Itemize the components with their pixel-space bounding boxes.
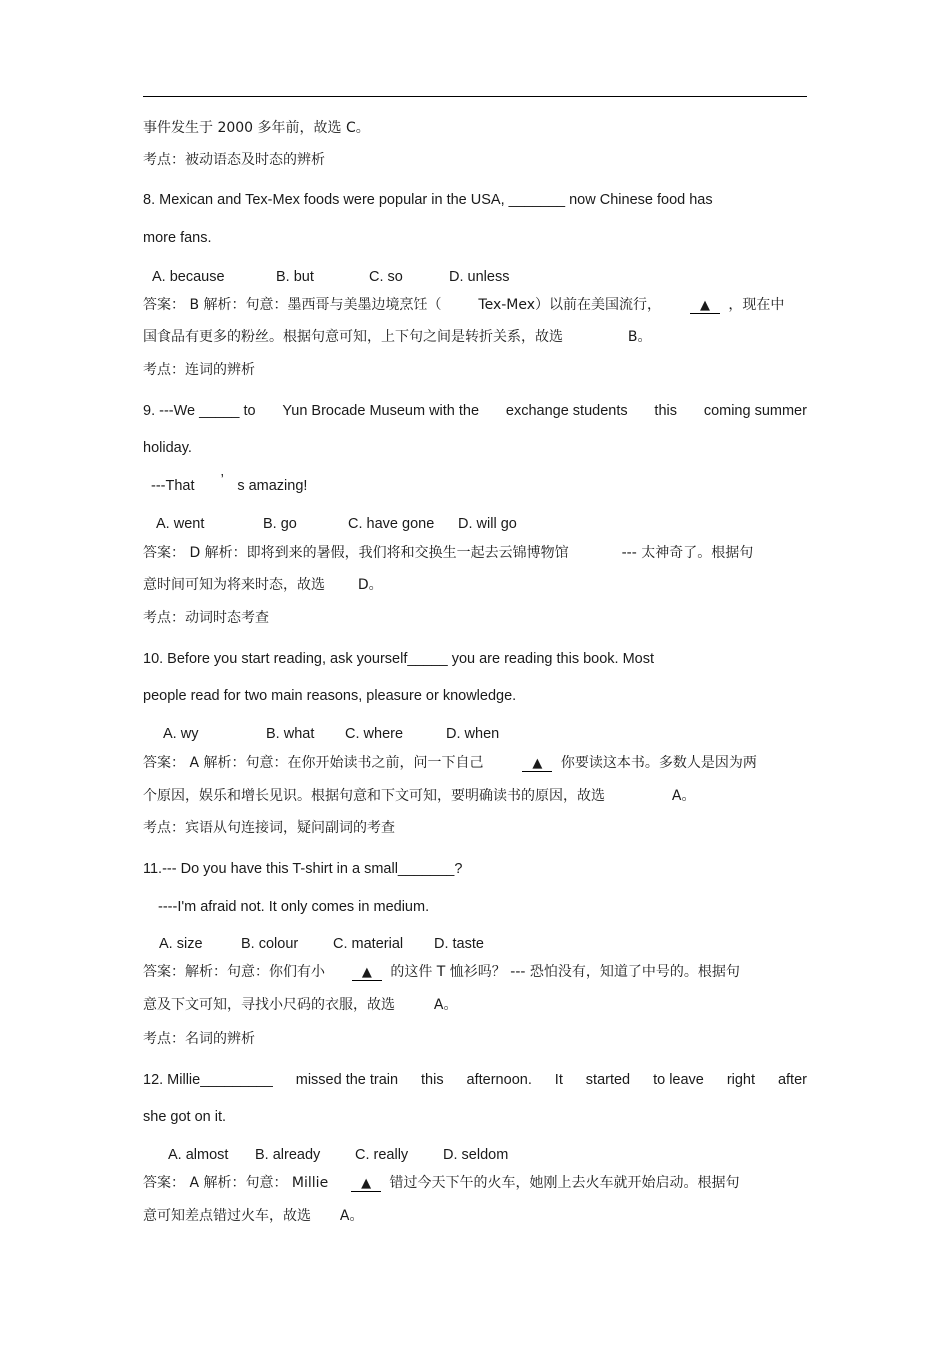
q12-option-a: A. almost — [168, 1147, 229, 1163]
q11-answer-line2-text: 意及下文可知，寻找小尺码的衣服，故选 — [143, 997, 395, 1013]
q9-reply-part1: ---That — [151, 478, 195, 494]
q12-stem-line2: she got on it. — [143, 1109, 227, 1125]
q8-answer-part1: 答案： B 解析：句意：墨西哥与美墨边境烹饪（ — [143, 297, 442, 313]
q10-option-b: B. what — [266, 726, 315, 742]
q10-option-a: A. wy — [163, 726, 199, 742]
q9-answer-line1 — [143, 543, 753, 563]
q10-stem-line2: people read for two main reasons, pleasure or knowledge. — [143, 688, 517, 704]
q9-option-d: D. will go — [458, 516, 517, 532]
q9-reply-mark: ’ — [220, 472, 224, 488]
q8-stem-line2: more fans. — [143, 230, 212, 246]
q12-option-c: C. really — [355, 1147, 409, 1163]
q11-answer-letter: A。 — [433, 997, 458, 1013]
q9-answer-part1: 答案： D 解析：即将到来的暑假，我们将和交换生一起去云锦博物馆 — [143, 545, 569, 561]
q8-point: 考点：连词的辨析 — [143, 362, 255, 378]
q8-answer-blank: ▲ — [690, 298, 720, 314]
q10-answer-letter: A。 — [671, 788, 696, 804]
q12-answer-part1: 答案： A 解析：句意： Millie — [143, 1175, 329, 1191]
q10-answer-line1 — [143, 753, 757, 773]
q10-option-c: C. where — [345, 726, 404, 742]
q9-answer-part2: --- 太神奇了。根据句 — [621, 545, 754, 561]
q8-answer-line2 — [143, 327, 652, 347]
q12-option-d: D. seldom — [443, 1147, 509, 1163]
q10-option-d: D. when — [446, 726, 500, 742]
q9-stem-line2: holiday. — [143, 440, 192, 456]
q9-stem-word: exchange students — [505, 403, 628, 419]
q11-point: 考点：名词的辨析 — [143, 1031, 255, 1047]
q12-answer-part2: 错过今天下午的火车，她刚上去火车就开始启动。根据句 — [389, 1175, 740, 1191]
q8-option-d: D. unless — [449, 269, 510, 285]
q11-answer-blank: ▲ — [352, 965, 382, 981]
q12-stem-word: to leave — [653, 1072, 704, 1088]
q12-answer-letter: A。 — [339, 1208, 364, 1224]
q11-answer-part1: 答案：解析：句意：你们有小 — [143, 964, 325, 980]
intro-answer-tail: 事件发生于 2000 多年前，故选 C。 — [143, 120, 370, 136]
header-rule — [143, 96, 807, 97]
q9-stem-word: 9. ---We _____ to — [143, 403, 256, 419]
q10-answer-line2-text: 个原因，娱乐和增长见识。根据句意和下文可知，要明确读书的原因，故选 — [143, 788, 605, 804]
q10-answer-line2 — [143, 786, 695, 806]
q9-point: 考点：动词时态考查 — [143, 610, 269, 626]
q9-option-a: A. went — [156, 516, 205, 532]
q12-answer-line1 — [143, 1173, 740, 1193]
q12-answer-line2-text: 意可知差点错过火车，故选 — [143, 1208, 311, 1224]
q10-answer-part2: 你要读这本书。多数人是因为两 — [560, 755, 757, 771]
q12-answer-blank: ▲ — [351, 1176, 381, 1192]
q11-stem-line1: 11.--- Do you have this T-shirt in a small_______? — [143, 861, 463, 877]
q12-stem-word: 12. Millie_________ — [143, 1072, 273, 1088]
q9-stem-line1 — [143, 401, 807, 421]
q8-option-a: A. because — [152, 269, 225, 285]
q12-stem-word: missed the train — [295, 1072, 399, 1088]
q10-stem-line1: 10. Before you start reading, ask yourself_____ you are reading this book. Most — [143, 651, 655, 667]
q9-reply — [151, 472, 308, 496]
q12-stem-word: afternoon. — [466, 1072, 532, 1088]
q9-stem-word: Yun Brocade Museum with the — [282, 403, 480, 419]
q8-option-c: C. so — [369, 269, 403, 285]
q11-option-d: D. taste — [434, 936, 484, 952]
q8-answer-part2: Tex-Mex）以前在美国流行， — [478, 297, 662, 313]
q12-option-b: B. already — [255, 1147, 321, 1163]
q10-point: 考点：宾语从句连接词，疑问副词的考查 — [143, 820, 395, 836]
q11-stem-line2: ----I'm afraid not. It only comes in medium. — [158, 899, 430, 915]
q8-answer-part3: ，现在中 — [728, 297, 785, 313]
q11-option-a: A. size — [159, 936, 203, 952]
q9-option-c: C. have gone — [348, 516, 435, 532]
q11-option-c: C. material — [333, 936, 404, 952]
q12-stem-word: after — [777, 1072, 807, 1088]
q9-stem-word: this — [654, 403, 677, 419]
q12-stem-word: this — [421, 1072, 444, 1088]
q12-stem-word: started — [585, 1072, 631, 1088]
q8-answer-line2-text: 国食品有更多的粉丝。根据句意可知，上下句之间是转折关系，故选 — [143, 329, 563, 345]
q8-option-b: B. but — [276, 269, 314, 285]
q10-answer-part1: 答案： A 解析：句意：在你开始读书之前，问一下自己 — [143, 755, 484, 771]
q11-answer-line1 — [143, 962, 740, 982]
q12-stem-word: It — [554, 1072, 563, 1088]
q11-option-b: B. colour — [241, 936, 299, 952]
q9-answer-line2 — [143, 575, 383, 595]
q10-answer-blank: ▲ — [522, 756, 552, 772]
q12-stem-word: right — [726, 1072, 756, 1088]
q8-answer-letter: B。 — [627, 329, 652, 345]
q12-answer-line2 — [143, 1206, 363, 1226]
q11-answer-line2 — [143, 995, 457, 1015]
q9-reply-part2: s amazing! — [237, 478, 308, 494]
q11-answer-part2: 的这件 T 恤衫吗？ --- 恐怕没有，知道了中号的。根据句 — [390, 964, 740, 980]
q8-stem-line1: 8. Mexican and Tex-Mex foods were popular in the USA, _______ now Chinese food has — [143, 192, 713, 208]
q12-stem-line1 — [143, 1070, 807, 1090]
q9-answer-line2-text: 意时间可知为将来时态，故选 — [143, 577, 325, 593]
q9-option-b: B. go — [263, 516, 297, 532]
q9-answer-letter: D。 — [357, 577, 383, 593]
q9-stem-word: coming summer — [703, 403, 807, 419]
intro-point: 考点：被动语态及时态的辨析 — [143, 152, 325, 168]
q8-answer-line1 — [143, 295, 784, 315]
